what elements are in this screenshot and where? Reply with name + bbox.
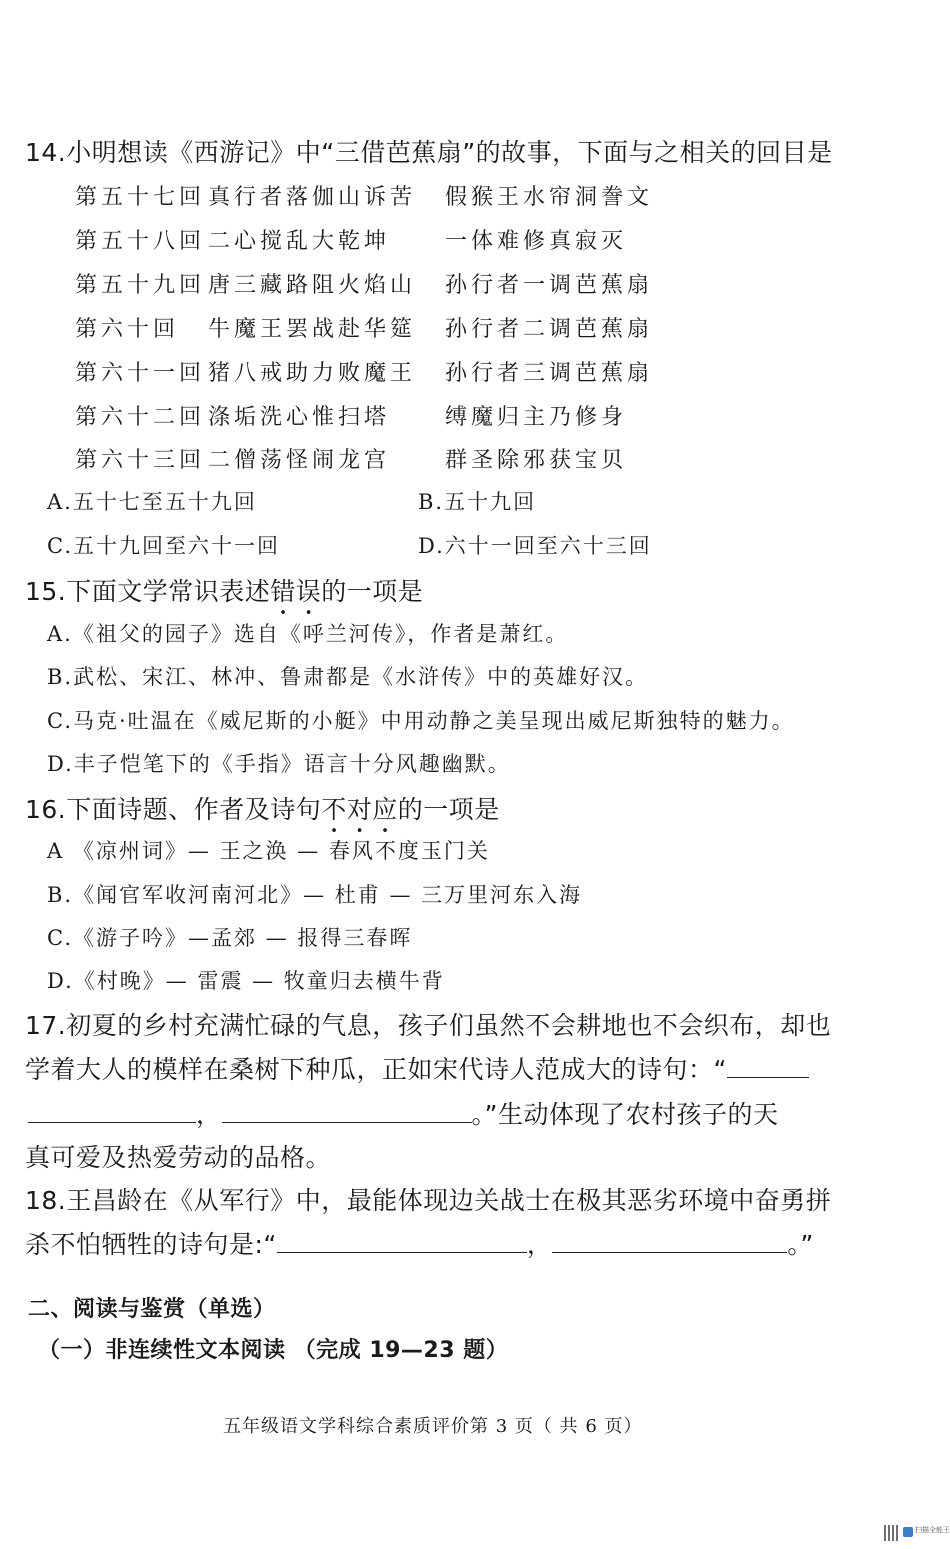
q14-row-title-a: 二僧荡怪闹龙宫	[208, 448, 391, 473]
q14-row-title-a: 唐三藏路阻火焰山	[208, 273, 417, 298]
q14-row-title-b: 一体难修真寂灭	[445, 229, 628, 254]
q16-option-d: D.《村晚》— 雷震 — 牧童归去横牛背	[47, 969, 445, 993]
q14-row-title-b: 群圣除邪获宝贝	[445, 448, 628, 473]
q14-row-title-a: 真行者落伽山诉苦	[208, 185, 417, 210]
q18-line-2: 杀不怕牺牲的诗句是:“ ， 。”	[25, 1230, 814, 1259]
q15-stem: 15.下面文学常识表述错误的一项是	[25, 577, 424, 606]
q14-option-b: B.五十九回	[418, 490, 537, 514]
q17-line-4: 真可爱及热爱劳动的品格。	[25, 1143, 332, 1172]
q16-option-c: C.《游子吟》—孟郊 — 报得三春晖	[47, 926, 413, 950]
q17-line-2: 学着大人的模样在桑树下种瓜，正如宋代诗人范成大的诗句：“	[25, 1050, 809, 1086]
q14-row-title-b: 假猴王水帘洞誊文	[445, 185, 654, 210]
q14-option-a: A.五十七至五十九回	[47, 490, 257, 514]
q18-line-1: 18.王昌龄在《从军行》中，最能体现边关战士在极其恶劣环境中奋勇拼	[25, 1186, 832, 1215]
q15-option-d: D.丰子恺笔下的《手指》语言十分风趣幽默。	[47, 752, 511, 776]
q14-row-title-b: 孙行者一调芭蕉扇	[445, 273, 654, 298]
q14-row-num: 第六十三回	[75, 448, 206, 473]
answer-blank[interactable]	[552, 1230, 787, 1253]
answer-blank[interactable]	[28, 1100, 196, 1123]
q14-row-num: 第五十八回	[75, 229, 206, 254]
q14-row-num: 第六十一回	[75, 361, 206, 386]
q14-option-c: C.五十九回至六十一回	[47, 534, 280, 558]
q14-row-title-b: 孙行者三调芭蕉扇	[445, 361, 654, 386]
emphasis-text: 不对应	[321, 795, 398, 824]
watermark-text: 扫描全能王	[915, 1526, 950, 1534]
q14-row-title-a: 二心搅乱大乾坤	[208, 229, 391, 254]
answer-blank[interactable]	[727, 1055, 809, 1078]
q14-row-title-a: 牛魔王罢战赴华筵	[208, 317, 417, 342]
q14-row-title-b: 缚魔归主乃修身	[445, 405, 628, 430]
q14-row-num: 第五十七回	[75, 185, 206, 210]
q17-line-1: 17.初夏的乡村充满忙碌的气息，孩子们虽然不会耕地也不会织布，却也	[25, 1011, 832, 1040]
q14-row-num: 第五十九回	[75, 273, 206, 298]
section-subtitle: （一）非连续性文本阅读 （完成 19—23 题）	[38, 1338, 509, 1363]
answer-blank[interactable]	[222, 1100, 472, 1123]
q14-row-title-a: 涤垢洗心惟扫塔	[208, 405, 391, 430]
scanner-logo-icon	[903, 1527, 913, 1537]
page-footer: 五年级语文学科综合素质评价第 3 页（ 共 6 页）	[223, 1416, 643, 1437]
q14-stem: 14.小明想读《西游记》中“三借芭蕉扇”的故事，下面与之相关的回目是	[25, 138, 833, 167]
q15-option-b: B.武松、宋江、林冲、鲁肃都是《水浒传》中的英雄好汉。	[47, 665, 649, 689]
answer-blank[interactable]	[277, 1230, 527, 1253]
q15-option-c: C.马克·吐温在《威尼斯的小艇》中用动静之美呈现出威尼斯独特的魅力。	[47, 709, 795, 733]
section-title: 二、阅读与鉴赏（单选）	[28, 1297, 276, 1322]
qr-code-icon	[884, 1525, 900, 1541]
q14-row-num: 第六十回	[75, 317, 180, 342]
q15-option-a: A.《祖父的园子》选自《呼兰河传》，作者是萧红。	[47, 622, 569, 646]
q14-row-num: 第六十二回	[75, 405, 206, 430]
q16-option-b: B.《闻官军收河南河北》— 杜甫 — 三万里河东入海	[47, 883, 583, 907]
q17-line-3: ， 。”生动体现了农村孩子的天	[28, 1095, 778, 1131]
emphasis-text: 错误	[270, 577, 322, 606]
q16-stem: 16.下面诗题、作者及诗句不对应的一项是	[25, 795, 500, 824]
q16-option-a: A 《凉州词》— 王之涣 — 春风不度玉门关	[47, 839, 490, 863]
q14-row-title-a: 猪八戒助力败魔王	[208, 361, 417, 386]
q14-row-title-b: 孙行者二调芭蕉扇	[445, 317, 654, 342]
q14-option-d: D.六十一回至六十三回	[418, 534, 652, 558]
